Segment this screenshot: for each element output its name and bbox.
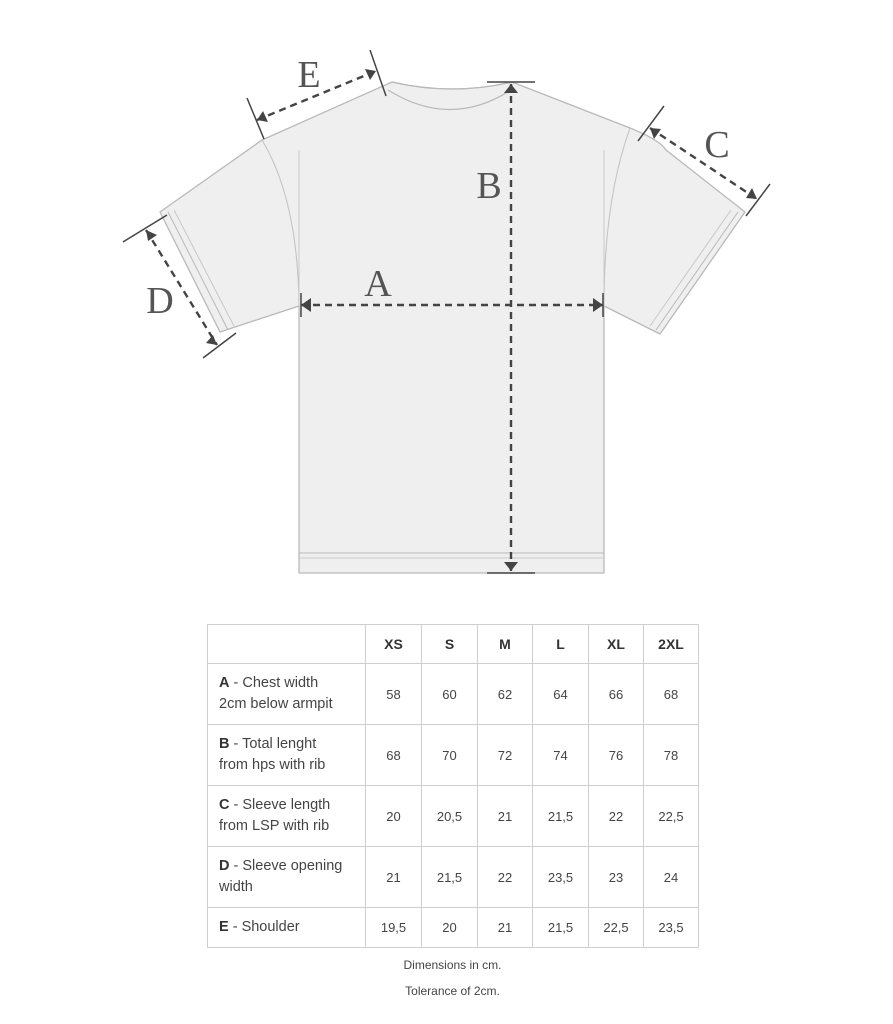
label-c: C (704, 124, 730, 166)
row-letter: C (219, 797, 230, 813)
table-cell: 21 (478, 786, 533, 847)
row-letter: E (219, 919, 229, 935)
table-cell: 58 (366, 664, 422, 725)
table-cell: 74 (533, 725, 589, 786)
table-cell: 21 (478, 908, 533, 948)
size-header: XS (366, 625, 422, 664)
row-desc-line1: Shoulder (241, 919, 300, 935)
size-header: XL (589, 625, 644, 664)
row-letter: B (219, 736, 230, 752)
table-cell: 20,5 (422, 786, 478, 847)
table-cell: 24 (644, 847, 699, 908)
row-desc-line2: width (219, 879, 253, 895)
table-cell: 72 (478, 725, 533, 786)
table-row (208, 664, 699, 725)
row-letter: A (219, 675, 230, 691)
table-row (208, 908, 699, 948)
table-cell: 68 (366, 725, 422, 786)
row-desc-line2: 2cm below armpit (219, 696, 333, 712)
row-desc-line2: from hps with rib (219, 757, 326, 773)
table-cell: 21,5 (533, 908, 589, 948)
table-cell: 22,5 (589, 908, 644, 948)
size-header: M (478, 625, 533, 664)
table-row (208, 847, 699, 908)
table-cell: 78 (644, 725, 699, 786)
table-cell: 21 (366, 847, 422, 908)
table-cell: 19,5 (366, 908, 422, 948)
row-desc-line1: Chest width (242, 675, 319, 691)
row-description: E - Shoulder (208, 908, 366, 948)
row-desc-line1: Sleeve opening (242, 858, 343, 874)
table-cell: 23 (589, 847, 644, 908)
size-header: L (533, 625, 589, 664)
table-row (208, 725, 699, 786)
table-cell: 23,5 (644, 908, 699, 948)
label-a: A (364, 263, 392, 305)
table-header-row (208, 625, 699, 664)
label-d: D (146, 280, 174, 322)
table-cell: 20 (366, 786, 422, 847)
table-cell: 70 (422, 725, 478, 786)
size-table (207, 624, 699, 948)
size-table-container (207, 624, 698, 948)
header-corner-cell (208, 625, 366, 664)
row-description: B - Total lenght from hps with rib (208, 725, 366, 786)
row-desc-line1: Sleeve length (242, 797, 331, 813)
row-desc-line1: Total lenght (242, 736, 317, 752)
table-cell: 22 (478, 847, 533, 908)
row-desc-line2: from LSP with rib (219, 818, 330, 834)
table-cell: 76 (589, 725, 644, 786)
size-header: S (422, 625, 478, 664)
table-cell: 21,5 (533, 786, 589, 847)
label-b: B (476, 165, 502, 207)
row-description: A - Chest width 2cm below armpit (208, 664, 366, 725)
label-e: E (297, 54, 321, 96)
table-row (208, 786, 699, 847)
table-cell: 64 (533, 664, 589, 725)
row-letter: D (219, 858, 230, 874)
table-cell: 22,5 (644, 786, 699, 847)
size-header: 2XL (644, 625, 699, 664)
table-cell: 62 (478, 664, 533, 725)
table-cell: 60 (422, 664, 478, 725)
row-description: D - Sleeve opening width (208, 847, 366, 908)
table-cell: 68 (644, 664, 699, 725)
table-cell: 66 (589, 664, 644, 725)
table-cell: 21,5 (422, 847, 478, 908)
dimensions-note: Dimensions in cm. (403, 958, 502, 972)
table-cell: 23,5 (533, 847, 589, 908)
row-description: C - Sleeve length from LSP with rib (208, 786, 366, 847)
tolerance-note: Tolerance of 2cm. (405, 984, 500, 998)
table-cell: 22 (589, 786, 644, 847)
table-cell: 20 (422, 908, 478, 948)
